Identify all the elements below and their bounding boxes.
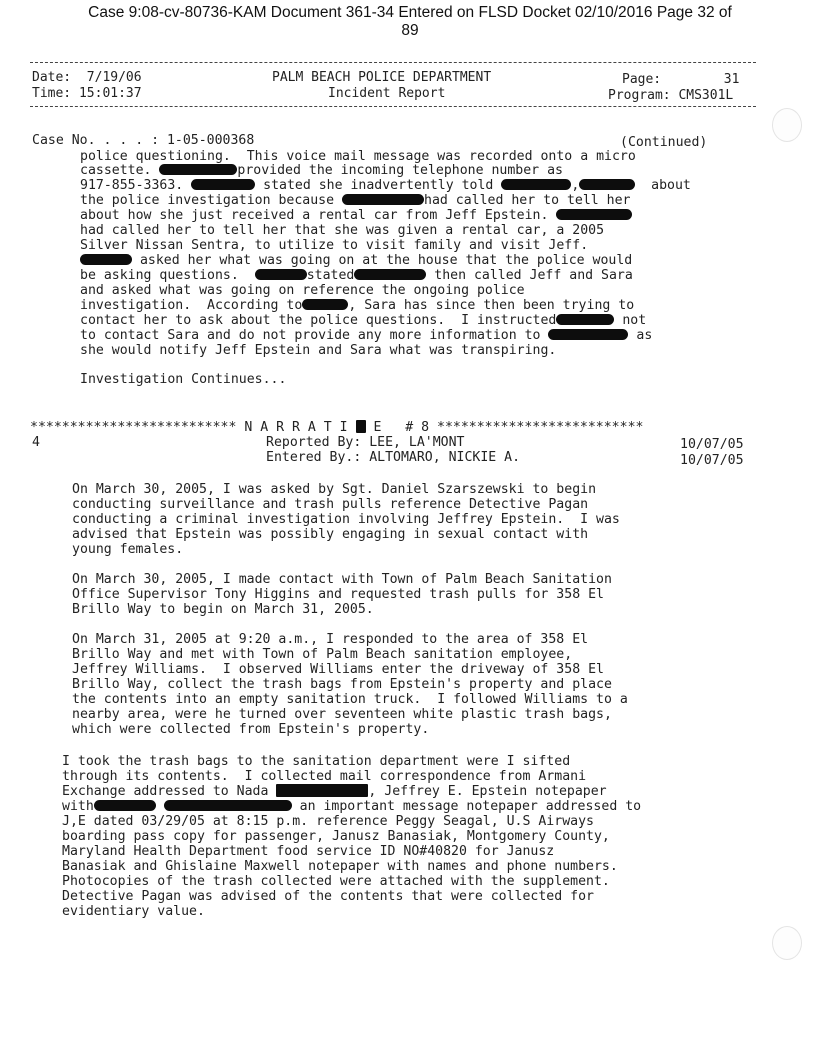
margin-mark: 4 (32, 435, 40, 450)
department-name: PALM BEACH POLICE DEPARTMENT (272, 70, 492, 85)
redaction-block (342, 194, 424, 205)
redaction-block (579, 179, 635, 190)
text-line: Brillo Way, collect the trash bags from Epstein's property and place (72, 677, 612, 692)
text-line: Photocopies of the trash collected were attached with the supplement. (62, 874, 610, 889)
text-line: police questioning. This voice mail message was recorded onto a micro (80, 149, 636, 164)
continued-label: (Continued) (620, 135, 708, 150)
text-line: Banasiak and Ghislaine Maxwell notepaper with names and phone numbers. (62, 859, 618, 874)
redaction-block (94, 800, 156, 811)
text-line: to contact Sara and do not provide any more information to as (80, 328, 653, 343)
text-line: evidentiary value. (62, 904, 205, 919)
court-filing-stamp (40, 4, 780, 40)
text-line: Detective Pagan was advised of the contents that were collected for (62, 889, 594, 904)
text-line: J,E dated 03/29/05 at 8:15 p.m. reference Peggy Seagal, U.S Airways (62, 814, 594, 829)
program-id: Program: CMS301L (608, 88, 734, 103)
text-line: with an important message notepaper addressed to (62, 799, 642, 814)
stamp-line-1: Case 9:08-cv-80736-KAM Document 361-34 Entered on FLSD Docket 02/10/2016 Page 32 of (88, 4, 732, 21)
reported-by: Reported By: LEE, LA'MONT (266, 435, 465, 450)
text-line: which were collected from Epstein's property. (72, 722, 430, 737)
redaction-block (164, 800, 292, 811)
redaction-block (548, 329, 628, 340)
text-line: young females. (72, 542, 184, 557)
text-line: On March 30, 2005, I was asked by Sgt. Daniel Szarszewski to begin (72, 482, 597, 497)
redaction-block (556, 209, 632, 220)
text-line: Jeffrey Williams. I observed Williams enter the driveway of 358 El (72, 662, 604, 677)
text-line: through its contents. I collected mail correspondence from Armani (62, 769, 587, 784)
text-line: I took the trash bags to the sanitation department were I sifted (62, 754, 571, 769)
punch-hole-bottom (772, 926, 802, 960)
report-type: Incident Report (328, 86, 446, 101)
investigation-continues: Investigation Continues... (80, 372, 287, 387)
redaction-block (255, 269, 307, 280)
header-divider-bottom (30, 106, 756, 107)
text-line: asked her what was going on at the house that the police would (80, 253, 632, 268)
reported-date: 10/07/05 (680, 437, 744, 452)
text-line: On March 31, 2005 at 9:20 a.m., I responded to the area of 358 El (72, 632, 589, 647)
text-line: conducting surveillance and trash pulls reference Detective Pagan (72, 497, 589, 512)
text-line: 917-855-3363. stated she inadvertently told , about (80, 178, 691, 193)
header-divider-top (30, 62, 756, 63)
text-line: Exchange addressed to Nada , Jeffrey E. Epstein notepaper (62, 784, 607, 799)
redaction-block (191, 179, 255, 190)
narrative-banner: ************************** N A R R A T I E # 8 ************************** (30, 420, 644, 435)
text-line: had called her to tell her that she was given a rental car, a 2005 (80, 223, 605, 238)
stamp-line-2: 89 (401, 22, 419, 39)
report-time: Time: 15:01:37 (32, 86, 142, 101)
text-line: about how she just received a rental car from Jeff Epstein. (80, 208, 632, 223)
text-line: nearby area, were he turned over seventeen white plastic trash bags, (72, 707, 612, 722)
text-line: be asking questions. stated then called Jeff and Sara (80, 268, 633, 283)
text-line: Maryland Health Department food service ID NO#40820 for Janusz (62, 844, 555, 859)
text-line: Brillo Way and met with Town of Palm Beach sanitation employee, (72, 647, 573, 662)
text-line: Brillo Way to begin on March 31, 2005. (72, 602, 374, 617)
text-line: contact her to ask about the police questions. I instructed not (80, 313, 647, 328)
entered-by: Entered By.: ALTOMARO, NICKIE A. (266, 450, 521, 465)
text-line: the contents into an empty sanitation truck. I followed Williams to a (72, 692, 628, 707)
text-line: On March 30, 2005, I made contact with Town of Palm Beach Sanitation (72, 572, 612, 587)
redaction-block (80, 254, 132, 265)
redaction-block (159, 164, 237, 175)
text-line: investigation. According to , Sara has since then been trying to (80, 298, 635, 313)
text-line: she would notify Jeff Epstein and Sara what was transpiring. (80, 343, 557, 358)
page-number: Page: 31 (622, 72, 740, 87)
redaction-block (556, 314, 614, 325)
text-line: Silver Nissan Sentra, to utilize to visit family and visit Jeff. (80, 238, 589, 253)
redaction-block (501, 179, 571, 190)
case-number: Case No. . . . : 1-05-000368 (32, 133, 255, 148)
punch-hole-top (772, 108, 802, 142)
text-line: cassette. provided the incoming telephone number as (80, 163, 563, 178)
redaction-block (276, 784, 368, 797)
text-line: and asked what was going on reference the ongoing police (80, 283, 525, 298)
text-line: boarding pass copy for passenger, Janusz Banasiak, Montgomery County, (62, 829, 610, 844)
text-line: conducting a criminal investigation involving Jeffrey Epstein. I was (72, 512, 620, 527)
text-line: the police investigation because had called her to tell her (80, 193, 631, 208)
report-date: Date: 7/19/06 (32, 70, 142, 85)
text-line: advised that Epstein was possibly engaging in sexual contact with (72, 527, 589, 542)
redaction-block (302, 299, 348, 310)
text-line: Office Supervisor Tony Higgins and requested trash pulls for 358 El (72, 587, 604, 602)
entered-date: 10/07/05 (680, 453, 744, 468)
redaction-block (356, 420, 366, 433)
redaction-block (354, 269, 426, 280)
